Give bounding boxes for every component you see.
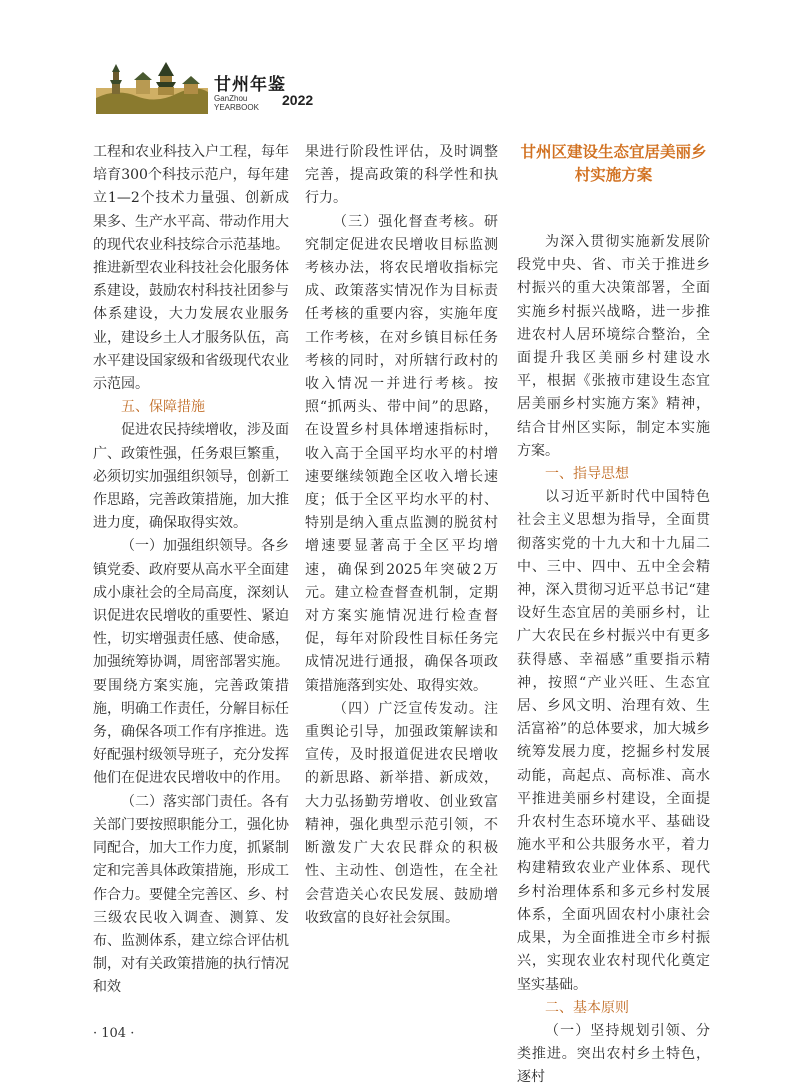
- page-number: · 104 ·: [93, 1026, 135, 1041]
- paragraph: 以习近平新时代中国特色社会主义思想为指导，全面贯彻落实党的十九大和十九届二中、三中、四中、五中全会精神，深入贯彻习近平总书记“建设好生态宜居的美丽乡村，让广大农民在乡村振兴中有更多获得感、幸福感”重要指示精神，按照“产业兴旺、生态宜居、乡风文明、治理有效、生活富裕”的总体要求，加大城乡统筹发展力度，挖掘乡村发展动能，高起点、高标准、高水平推进美丽乡村建设，全面提升农村生态环境水平、基础设施水平和公共服务水平，着力构建精致农业产业体系、现代乡村治理体系和多元乡村发展体系，全面巩固农村小康社会成果，为全面推进全市乡村振兴，实现农业农村现代化奠定坚实基础。: [517, 489, 710, 993]
- text-column-3: [517, 141, 710, 1090]
- yearbook-year: 2022: [282, 92, 314, 108]
- section-heading: 二、基本原则: [545, 999, 629, 1016]
- paragraph: 为深入贯彻实施新发展阶段党中央、省、市关于推进乡村振兴的重大决策部署，全面实施乡村振兴战略，进一步推进农村人居环境综合整治，全面提升我区美丽乡村建设水平，根据《张掖市建设生态宜居美丽乡村实施方案》精神，结合甘州区实际，制定本实施方案。: [517, 234, 710, 459]
- article-title: 甘州区建设生态宜居美丽乡村实施方案: [520, 143, 707, 184]
- yearbook-header: [96, 58, 356, 114]
- paragraph: 促进农民持续增收，涉及面广、政策性强，任务艰巨繁重，必须切实加强组织领导，创新工作思路，完善政策措施，加大推进力度，确保取得实效。: [93, 422, 289, 532]
- pagoda-landscape-logo-icon: [96, 58, 211, 114]
- paragraph: 工程和农业科技入户工程，每年培育300个科技示范户，每年建立1—2个技术力量强、创新成果多、生产水平高、带动作用大的现代农业科技综合示范基地。推进新型农业科技社会化服务体系建设，鼓励农村科技社团参与体系建设，大力发展农业服务业，建设乡土人才服务队伍，高水平建设国家级和省级现代农业示范园。: [93, 144, 289, 393]
- yearbook-title-cn: 甘州年鉴: [214, 75, 286, 95]
- section-heading: 一、指导思想: [545, 466, 629, 483]
- paragraph: （四）广泛宣传发动。注重舆论引导，加强政策解读和宣传，及时报道促进农民增收的新思路、新举措、新成效，大力弘扬勤劳增收、创业致富精神，强化典型示范引领，不断激发广大农民群众的积极性、主动性、创造性，在全社会营造关心农民发展、鼓励增收致富的良好社会氛围。: [305, 700, 498, 926]
- yearbook-title-en: GanZhou YEARBOOK: [214, 94, 259, 112]
- paragraph: （一）坚持规划引领、分类推进。突出农村乡土特色，逐村: [517, 1022, 710, 1086]
- text-column-1: [93, 141, 289, 1000]
- paragraph: （一）加强组织领导。各乡镇党委、政府要从高水平全面建成小康社会的全局高度，深刻认识促进农民增收的重要性、紧迫性，切实增强责任感、使命感，加强统筹协调，周密部署实施。要围绕方案实施，完善政策措施，明确工作责任，分解目标任务，确保各项工作有序推进。选好配强村级领导班子，充分发挥他们在促进农民增收中的作用。: [93, 538, 289, 787]
- yearbook-brand: [214, 70, 314, 112]
- section-heading: 五、保障措施: [121, 399, 205, 416]
- paragraph: 果进行阶段性评估，及时调整完善，提高政策的科学性和执行力。: [305, 144, 498, 207]
- paragraph: （二）落实部门责任。各有关部门要按照职能分工，强化协同配合，加大工作力度，抓紧制定和完善具体政策措施，形成工作合力。要健全完善区、乡、村三级农民收入调查、测算、发布、监测体系，建立综合评估机制，对有关政策措施的执行情况和效: [93, 793, 289, 996]
- text-column-2: [305, 141, 498, 930]
- paragraph: （三）强化督查考核。研究制定促进农民增收目标监测考核办法，将农民增收指标完成、政策落实情况作为目标责任考核的重要内容，实施年度工作考核，在对乡镇目标任务考核的同时，对所辖行政村的收入情况一并进行考核。按照“抓两头、带中间”的思路，在设置乡村具体增速指标时，收入高于全国平均水平的村增速要继续领跑全区收入增长速度；低于全区平均水平的村、特别是纳入重点监测的脱贫村增速要显著高于全区平均增速，确保到2025年突破2万元。建立检查督查机制，定期对方案实施情况进行检查督促，每年对阶段性目标任务完成情况进行通报，确保各项政策措施落到实处、取得实效。: [305, 213, 498, 694]
